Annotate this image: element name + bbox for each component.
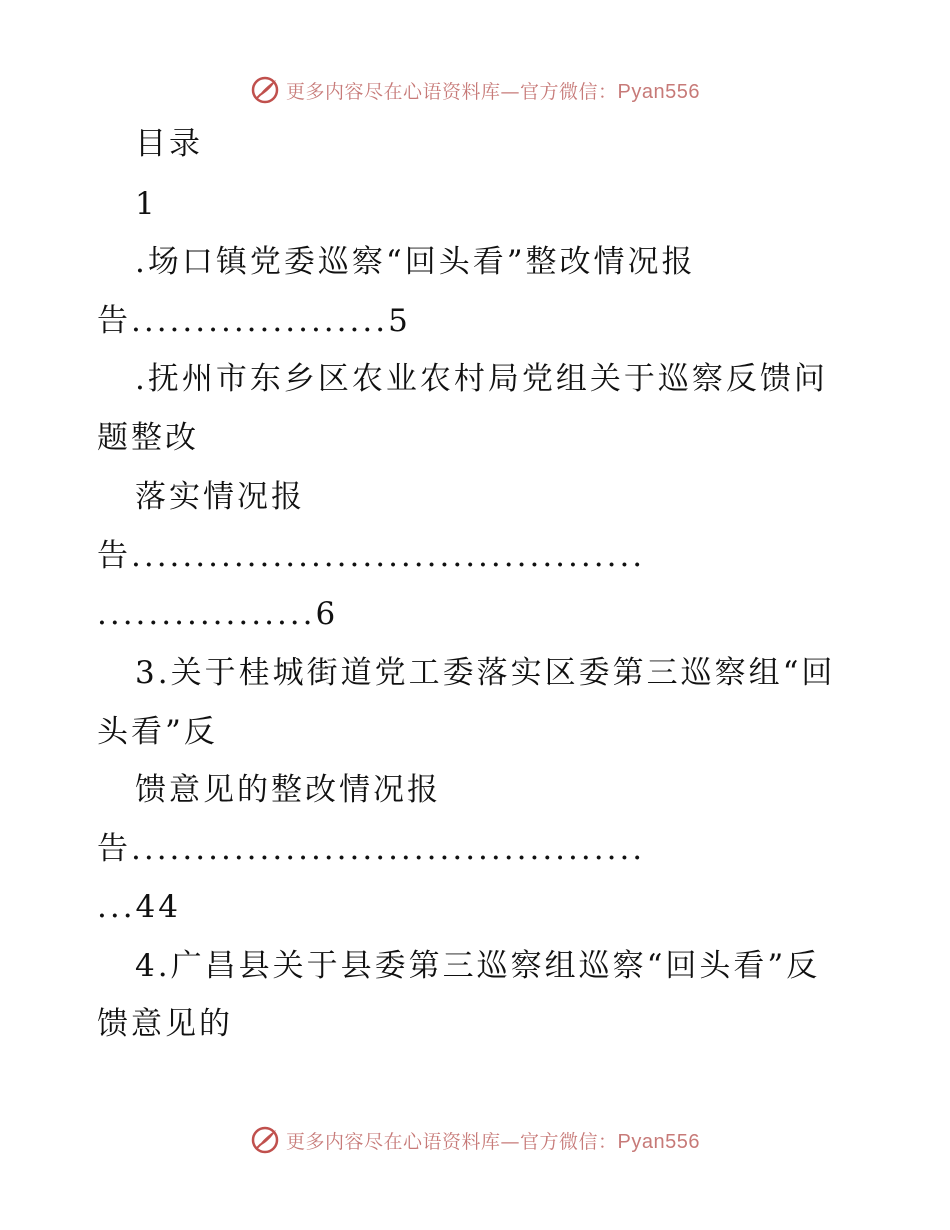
- toc-entry-4-cont: 馈意见的: [97, 1006, 233, 1042]
- toc-entry-3: 3.关于桂城街道党工委落实区委第三巡察组“回: [135, 655, 836, 691]
- toc-entry-2-cont: 落实情况报: [135, 479, 305, 515]
- wechat-id: Pyan556: [617, 80, 700, 103]
- wechat-id: Pyan556: [617, 1130, 700, 1153]
- toc-entry-3-cont: 头看”反: [97, 714, 218, 750]
- toc-entry-2-cont: 题整改: [97, 420, 199, 456]
- toc-entry-3-leader: 告........................................: [97, 831, 646, 867]
- footer-banner: [0, 1120, 950, 1160]
- header-banner: [0, 70, 950, 110]
- toc-entry-1: .场口镇党委巡察“回头看”整改情况报: [135, 244, 696, 280]
- toc-entry-3-cont: 馈意见的整改情况报: [135, 772, 441, 808]
- banner-text: 更多内容尽在心语资料库—官方微信：Pyan556: [286, 1130, 700, 1153]
- quill-pen-logo-icon: [250, 75, 280, 105]
- toc-heading: 目录: [135, 126, 203, 162]
- toc-line: 1: [135, 186, 158, 222]
- toc-entry-1-leader: 告....................5: [97, 303, 411, 339]
- toc-entry-2-page: .................6: [97, 596, 339, 632]
- toc-entry-2-leader: 告........................................: [97, 538, 646, 574]
- toc-entry-4: 4.广昌县关于县委第三巡察组巡察“回头看”反: [135, 948, 821, 984]
- quill-pen-logo-icon: [250, 1125, 280, 1155]
- toc-entry-2: .抚州市东乡区农业农村局党组关于巡察反馈问: [135, 361, 828, 397]
- banner-text: 更多内容尽在心语资料库—官方微信：Pyan556: [286, 80, 700, 103]
- toc-entry-3-page: ...44: [97, 889, 182, 925]
